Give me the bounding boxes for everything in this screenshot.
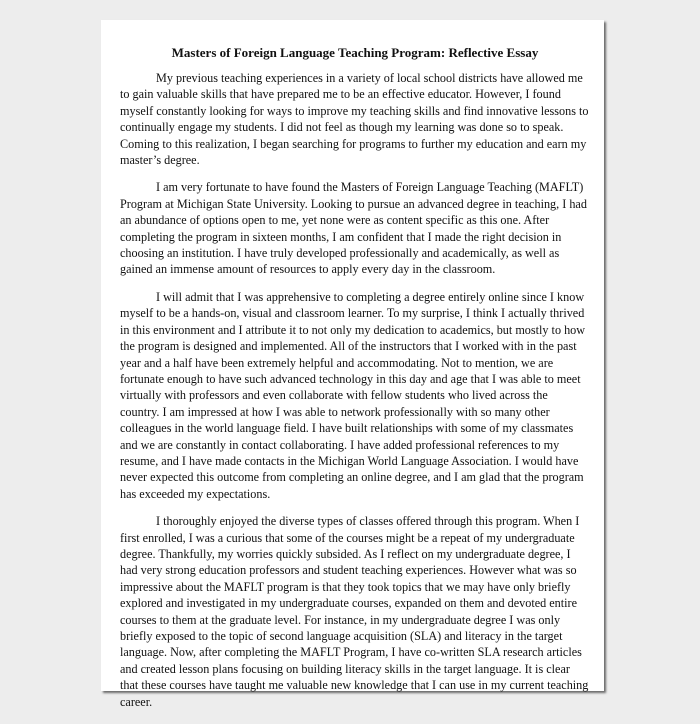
paragraph-4: I thoroughly enjoyed the diverse types of classes offered through this program. When I first enrolled, I was a curious that some of the courses might be a repeat of my undergraduate degree. Thankfully, my worries quickly subsided. As I reflect on my undergraduate degree, I had very strong education professors and student teaching experiences. However what was so impressive about the MAFLT program is that they took topics that we may have only briefly explored and investigated in my undergraduate courses, expanded on them and devoted entire courses to them at the graduate level. For instance, in my undergraduate degree I was only briefly exposed to the topic of second language acquisition (SLA) and literacy in the target language. Now, after completing the MAFLT Program, I have co-written SLA research articles and created lesson plans focusing on building literacy skills in the target language. It is clear that these courses have taught me valuable new knowledge that I can use in my current teaching career. [120, 514, 589, 709]
paragraph-1: My previous teaching experiences in a variety of local school districts have allowed me to gain valuable skills that have prepared me to be an effective educator. However, I found myself constantly looking for ways to improve my teaching skills and find innovative lessons to continually engage my students. I did not feel as though my learning was done so to speak. Coming to this realization, I began searching for programs to further my education and earn my master’s degree. [120, 71, 589, 168]
paragraph-3: I will admit that I was apprehensive to completing a degree entirely online since I know myself to be a hands-on, visual and classroom learner. To my surprise, I think I actually thrived in this environment and I attribute it to not only my dedication to academics, but mostly to how the program is designed and implemented. All of the instructors that I worked with in the past year and a half have been extremely helpful and accommodating. Not to mention, we are fortunate enough to have such advanced technology in this day and age that I was able to meet virtually with professors and even collaborate with fellow students who lived across the country. I am impressed at how I was able to network professionally with so many other colleagues in the world language field. I have built relationships with some of my classmates and we are constantly in contact collaborating. I have added professional references to my resume, and I have made contacts in the Michigan World Language Association. I would have never expected this outcome from completing an online degree, and I am glad that the program has exceeded my expectations. [120, 289, 586, 501]
paragraph-2: I am very fortunate to have found the Masters of Foreign Language Teaching (MAFLT) Program at Michigan State University. Looking to pursue an advanced degree in teaching, I had an abundance of options open to me, yet none were as content specific as this one. After completing the program in sixteen months, I am confident that I made the right decision in choosing an institution. I have truly developed professionally and academically, as well as gained an immense amount of resources to apply every day in the classroom. [120, 180, 587, 277]
document-page [101, 20, 604, 709]
page-title: Masters of Foreign Language Teaching Program: Reflective Essay [171, 45, 539, 60]
